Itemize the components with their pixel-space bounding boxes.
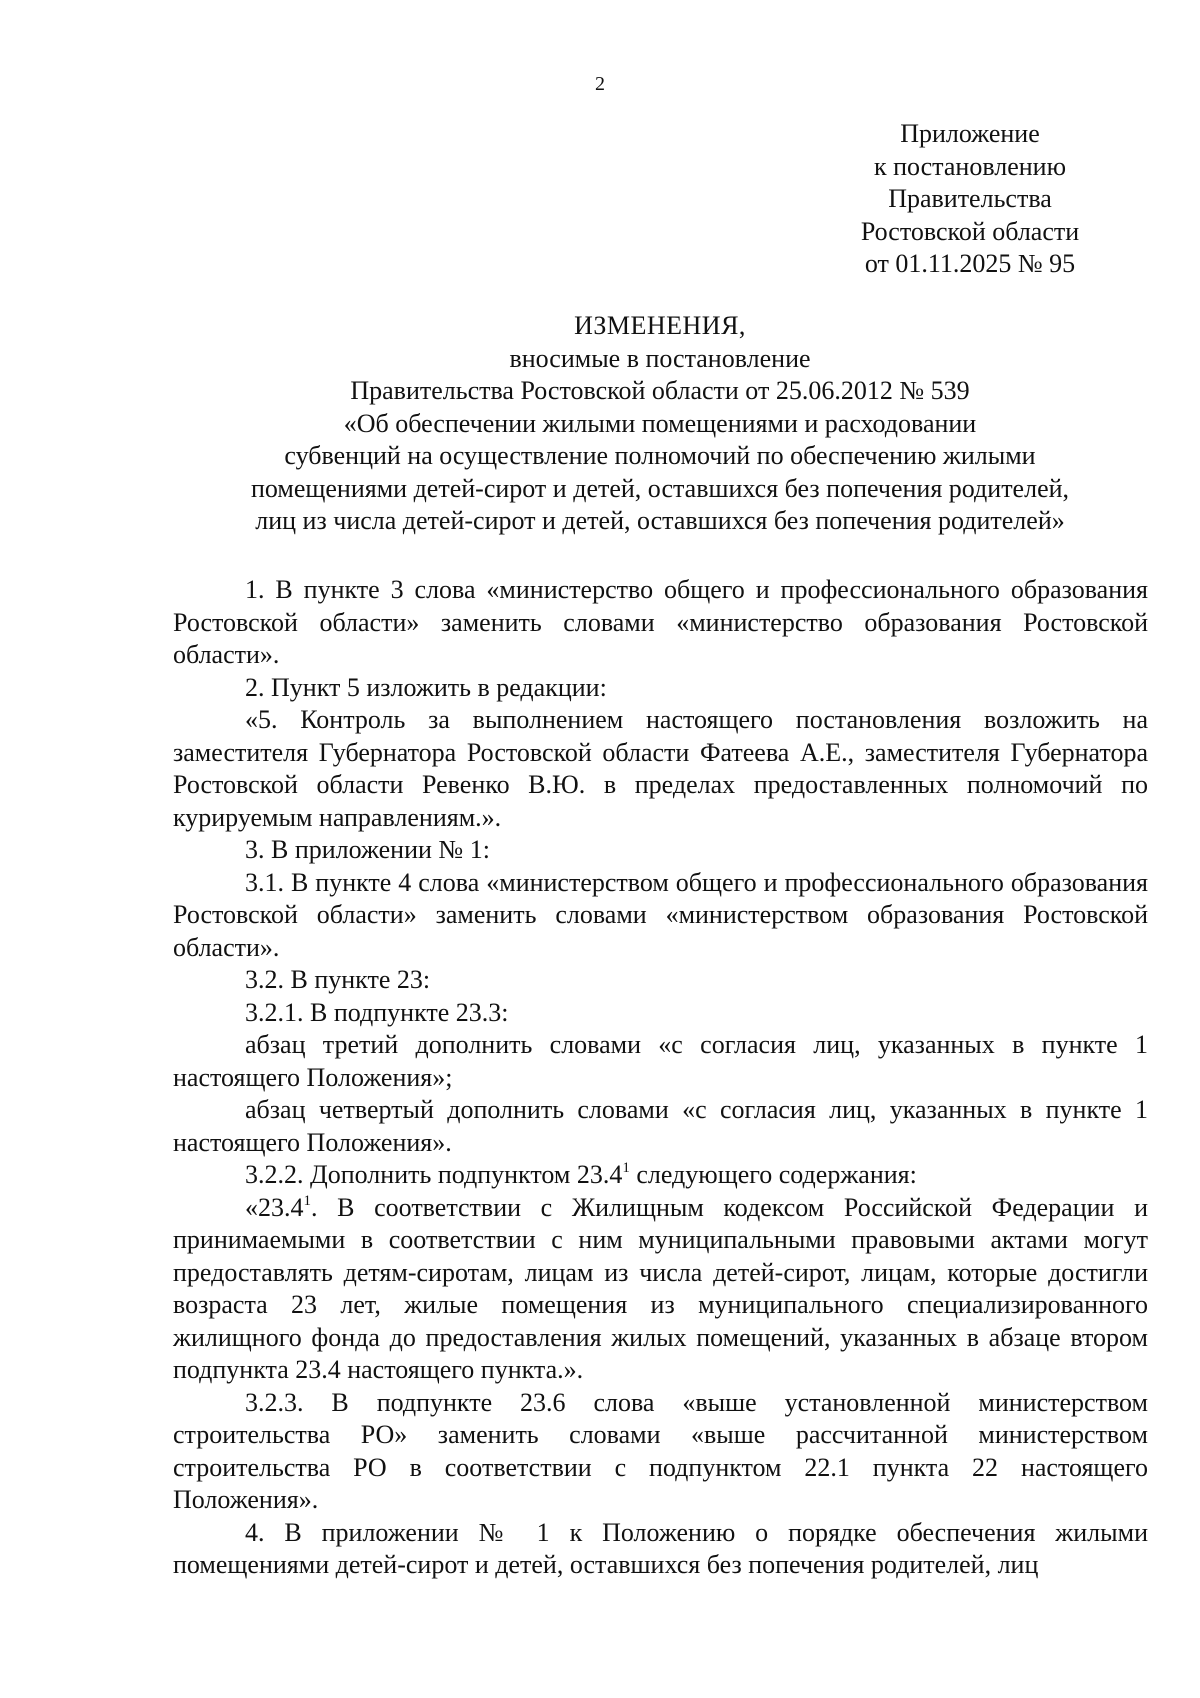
title-heading: ИЗМЕНЕНИЯ, — [574, 311, 746, 340]
page-number: 2 — [595, 73, 605, 95]
title-line: Правительства Ростовской области от 25.06.2012 № 539 — [350, 376, 970, 405]
title-line: субвенций на осуществление полномочий по обеспечению жилыми — [284, 441, 1036, 470]
paragraph-10-text: 3.2.2. Дополнить подпунктом 23.4 — [245, 1160, 623, 1189]
paragraph-13: 4. В приложении № 1 к Положению о порядке обеспечения жилыми помещениями детей-сирот и детей, оставшихся без попечения родителей, лиц — [173, 1517, 1148, 1579]
paragraph-2: 2. Пункт 5 изложить в редакции: — [245, 672, 607, 702]
appendix-line: к постановлению — [873, 151, 1067, 181]
paragraph-12: 3.2.3. В подпункте 23.6 слова «выше установленной министерством строительства РО» заменить словами «выше рассчитанной министерством строительства РО в соответствии с подпунктом 22.1 пункта 22 настоящего Положения». — [173, 1387, 1148, 1514]
title-line: лиц из числа детей-сирот и детей, оставшихся без попечения родителей» — [255, 506, 1065, 535]
paragraph-1: 1. В пункте 3 слова «министерство общего и профессионального образования Ростовской области» заменить словами «министерство образования Ростовской области». — [173, 575, 1148, 669]
paragraph-3: «5. Контроль за выполнением настоящего постановления возложить на заместителя Губернатора Ростовской области Фатеева А.Е., заместителя Губернатора Ростовской области Ревенко В.Ю. в пределах предоставленных полномочий по курируемым направлениям.». — [173, 705, 1148, 832]
appendix-line: Ростовской области — [860, 216, 1080, 246]
title-line: помещениями детей-сирот и детей, оставшихся без попечения родителей, — [250, 473, 1070, 503]
appendix-date-number: от 01.11.2025 № 95 — [864, 249, 1076, 278]
paragraph-11 — [173, 1192, 1148, 1387]
paragraph-7: 3.2.1. В подпункте 23.3: — [245, 997, 509, 1027]
appendix-line: Приложение — [900, 119, 1040, 148]
paragraph-4: 3. В приложении № 1: — [245, 835, 490, 864]
paragraph-11-text: «23.4 — [245, 1192, 304, 1222]
appendix-line: Правительства — [888, 184, 1052, 213]
paragraph-5: 3.1. В пункте 4 слова «министерством общего и профессионального образования Ростовской области» заменить словами «министерством образования Ростовской области». — [173, 867, 1148, 962]
document-title — [170, 310, 1150, 538]
paragraph-8: абзац третий дополнить словами «с согласия лиц, указанных в пункте 1 настоящего Положения»; — [173, 1030, 1148, 1092]
paragraph-10-text: следующего содержания: — [629, 1160, 917, 1189]
paragraph-11-text: . В соответствии с Жилищным кодексом Российской Федерации и принимаемыми в соответствии с ним муниципальными правовыми актами могут предоставлять детям-сиротам, лицам из числа детей-сирот, лицам, которые достигли возраста 23 лет, жилые помещения из муниципального специализированного жилищного фонда до предоставления жилых помещений, указанных в абзаце втором подпункта 23.4 настоящего пункта.». — [173, 1192, 1148, 1384]
superscript: 1 — [303, 1192, 311, 1209]
appendix-header — [820, 118, 1120, 281]
document-body — [173, 574, 1148, 1582]
paragraph-10 — [173, 1159, 1148, 1192]
superscript: 1 — [622, 1160, 630, 1176]
title-line: «Об обеспечении жилыми помещениями и расходовании — [343, 408, 977, 438]
paragraph-9: абзац четвертый дополнить словами «с согласия лиц, указанных в пункте 1 настоящего Положения». — [173, 1095, 1148, 1157]
paragraph-6: 3.2. В пункте 23: — [245, 965, 431, 994]
title-line: вносимые в постановление — [509, 343, 811, 373]
